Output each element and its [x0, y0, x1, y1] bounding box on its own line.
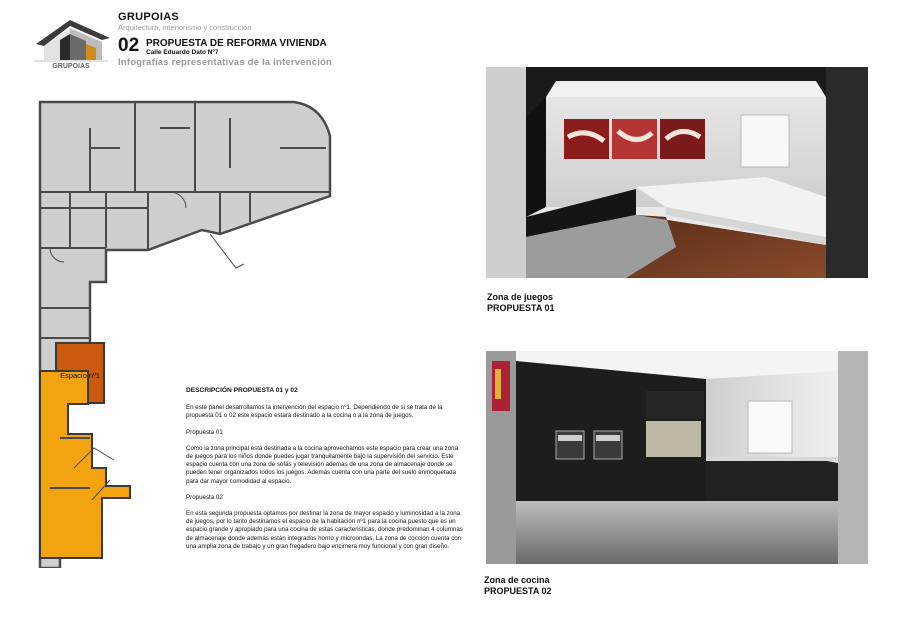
render-2-caption-title: Zona de cocina	[484, 575, 550, 585]
proposal-1-text: Como la zona principal está destinada a la cocina aprovechamos este espacio para crear una zona de juegos para los niños donde puedes jugar tranquilamente bajo la supervisión del servicio. Este espacio cuenta con una zona de sofás y televisión ademas de una zona de almacenaje donde se pueden tener organizados todos los juegos. Además cuenta con una parte del suelo enmoquetada para dar mayor comodidad al espacio.	[186, 444, 459, 485]
company-logo	[30, 14, 112, 70]
address: Calle Eduardo Dato Nº7	[146, 49, 219, 56]
description-heading: DESCRIPCIÓN PROPUESTA 01 y 02	[186, 387, 298, 394]
company-name: GRUPOIAS	[118, 11, 180, 23]
space-1-label: Espacio nº1	[60, 371, 100, 380]
render-kitchen	[486, 351, 868, 564]
company-tagline: Arquitectura, interiorismo y construcción	[118, 23, 252, 32]
render-1-caption-subtitle: PROPUESTA 01	[487, 303, 555, 313]
description-block	[186, 387, 464, 559]
render-1-caption-title: Zona de juegos	[487, 292, 554, 302]
description-intro: En este panel desarrollamos la intervención del espacio nº1. Dependiendo de si se trata de la propuesta 01 o 02 este espacio estará destinado a la cocina o a la zona de juegos.	[186, 404, 443, 420]
render-2-caption-subtitle: PROPUESTA 02	[484, 586, 552, 596]
render-2-caption	[484, 575, 552, 597]
panel-title: PROPUESTA DE REFORMA VIVIENDA	[146, 38, 327, 49]
proposal-2-title: Propuesta 02	[186, 493, 223, 501]
proposal-2-text: En esta segunda propuesta optamos por destinar la zona de mayor espacio y luminosidad a la zona de juegos, por lo tanto destinamos el espacio de la habitación nº1 para la cocina puesto que es un espacio grande y apropiado para una cocina de estas caracteristicas, donde predominan 4 columnas de almacenaje donde además están integrados horno y microondas. La zona de cocción cuenta con una amplia zona de trabajo y un gran fregadero bajo encimera muy funcional y con gran diseño.	[186, 510, 463, 550]
render-playroom	[486, 67, 868, 278]
render-1-caption	[487, 292, 555, 314]
panel-subtitle: Infografías representativas de la intervención	[118, 57, 333, 68]
logo-wordmark: GRUPOIAS	[52, 63, 90, 70]
panel-number: 02	[118, 35, 140, 56]
proposal-1-title: Propuesta 01	[186, 428, 223, 436]
